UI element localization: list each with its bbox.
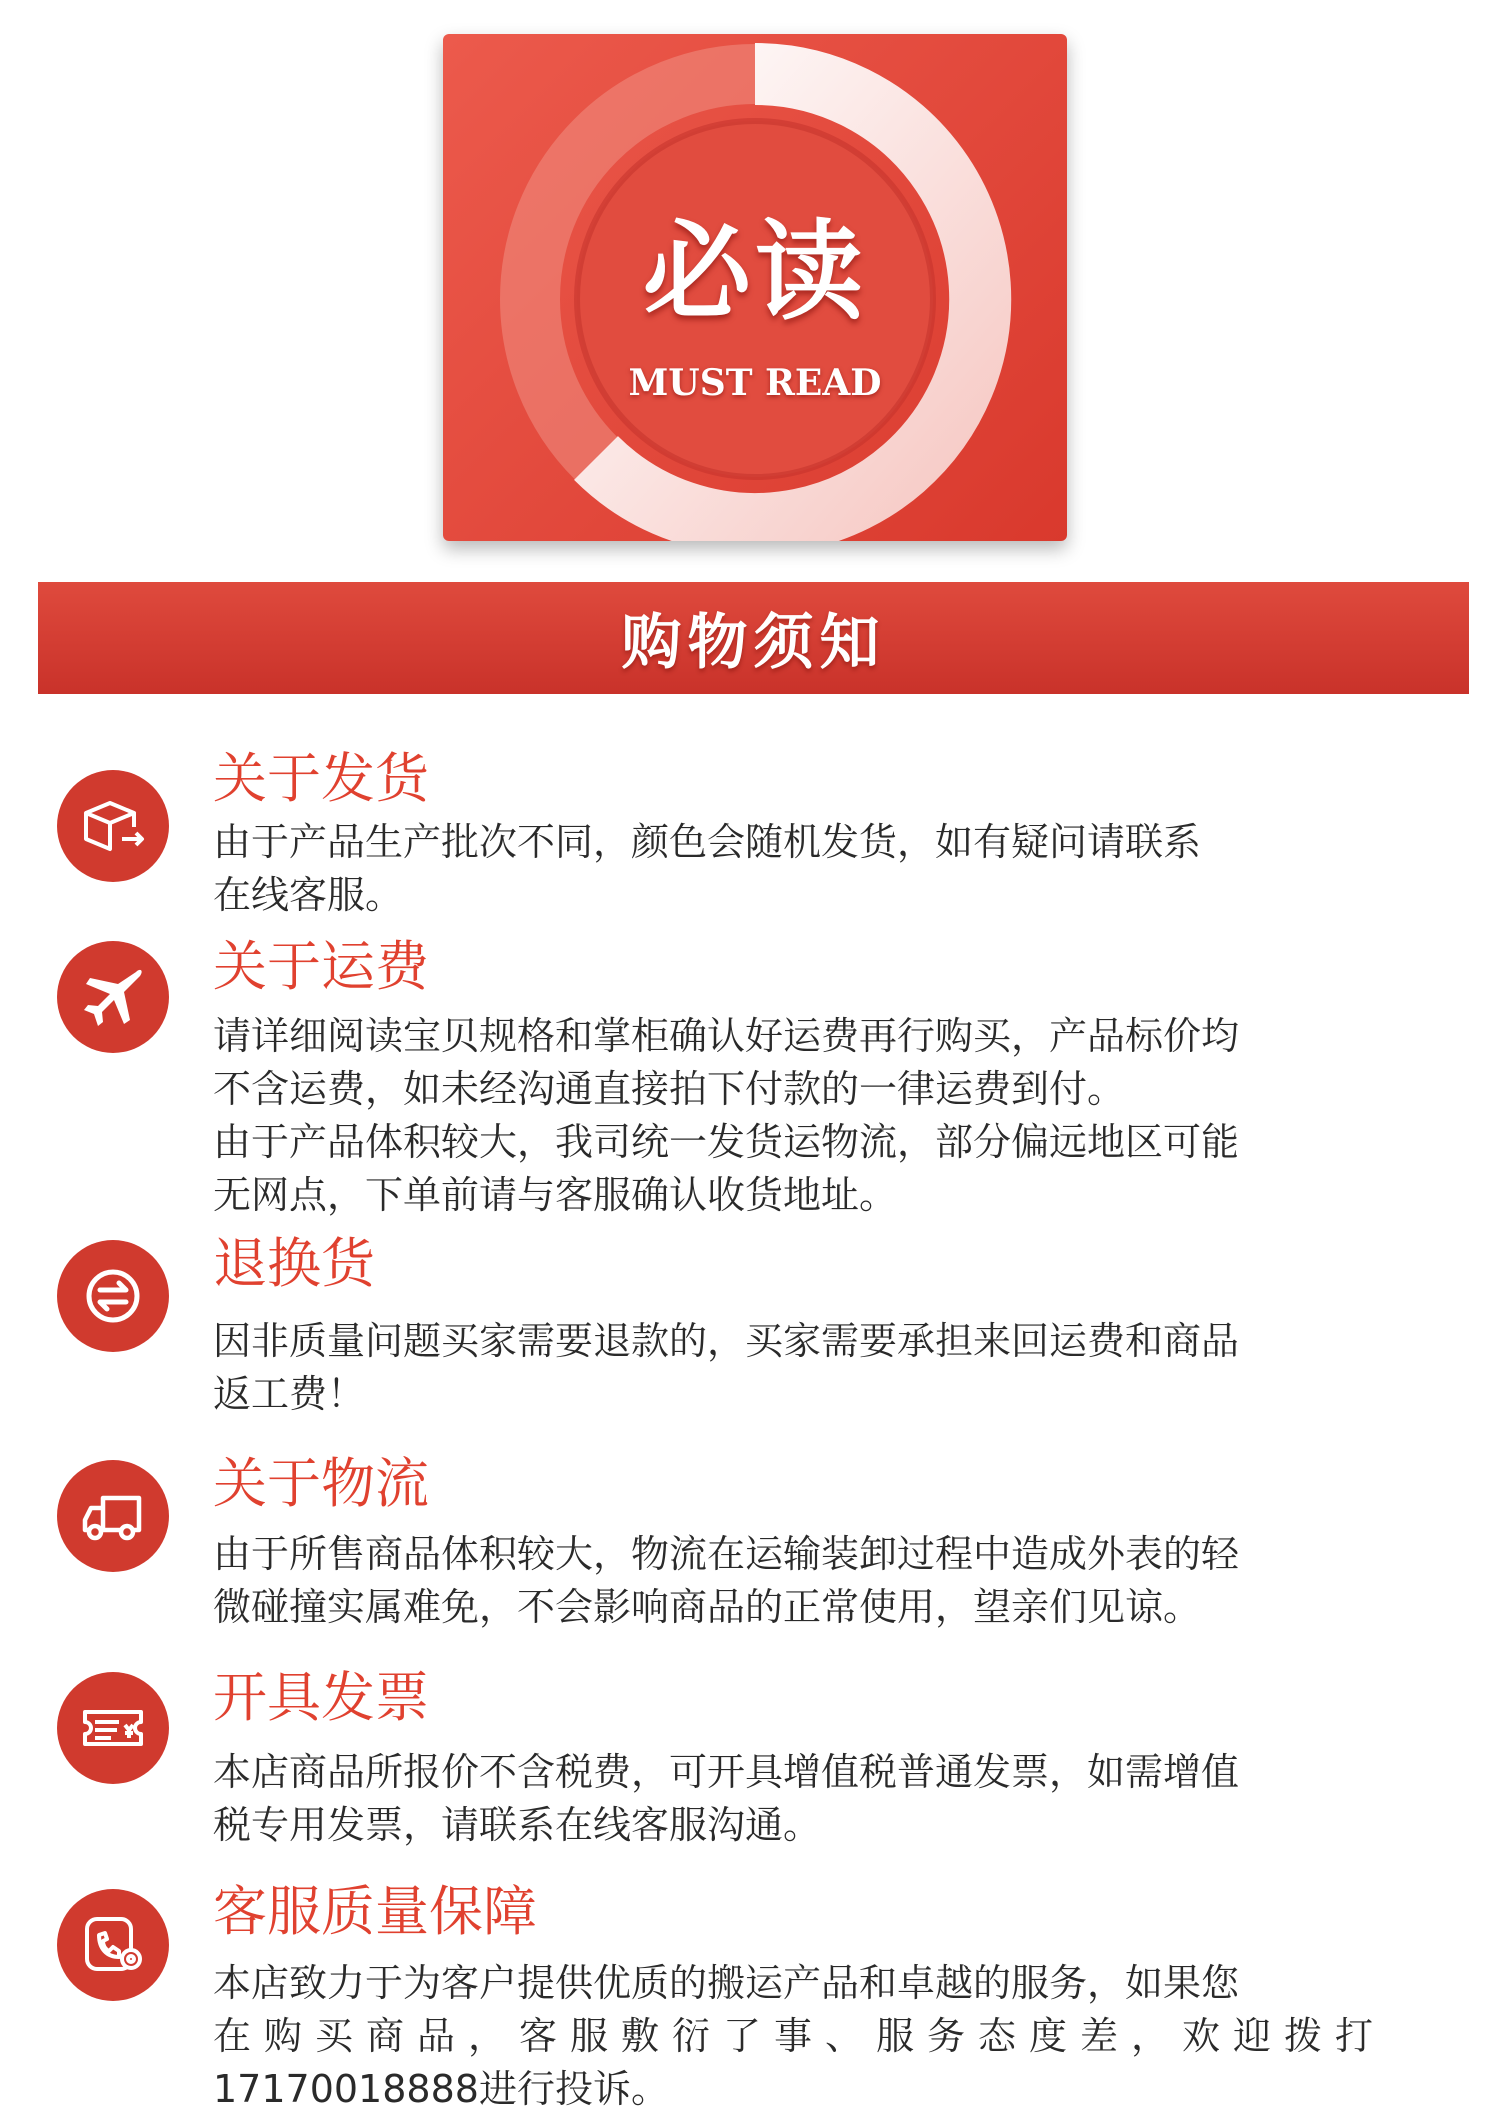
badge-title: 必读 [642,210,867,335]
section-title: 关于发货 [213,747,429,810]
section-body [213,1957,1413,2116]
body-line: 本店致力于为客户提供优质的搬运产品和卓越的服务，如果您 [213,1961,1240,2005]
section-body [213,1315,1413,1421]
must-read-badge [443,34,1067,541]
body-line: 微碰撞实属难免，不会影响商品的正常使用，望亲们见谅。 [213,1585,1202,1629]
section-title: 开具发票 [213,1666,429,1729]
section-body [213,1528,1413,1634]
customer-service-icon [57,1889,169,2001]
body-line: 由于所售商品体积较大，物流在运输装卸过程中造成外表的轻 [213,1532,1240,1576]
body-line: 不含运费，如未经沟通直接拍下付款的一律运费到付。 [213,1067,1126,1111]
badge-subtitle: MUST READ [628,362,882,404]
section-body [213,1746,1413,1852]
section-title: 关于物流 [213,1452,429,1515]
body-line: 因非质量问题买家需要退款的，买家需要承担来回运费和商品 [213,1319,1240,1363]
invoice-icon [57,1672,169,1784]
body-line: 无网点，下单前请与客服确认收货地址。 [213,1173,898,1217]
body-line: 17170018888进行投诉。 [213,2067,669,2111]
section-title: 退换货 [213,1232,375,1295]
section-body [213,816,1413,922]
airplane-icon [57,941,169,1053]
body-line: 请详细阅读宝贝规格和掌柜确认好运费再行购买，产品标价均 [213,1014,1240,1058]
body-line: 由于产品体积较大，我司统一发货运物流，部分偏远地区可能 [213,1120,1240,1164]
return-exchange-icon [57,1240,169,1352]
section-title: 客服质量保障 [213,1880,537,1943]
body-line: 税专用发票，请联系在线客服沟通。 [213,1803,822,1847]
body-line: 由于产品生产批次不同，颜色会随机发货，如有疑问请联系 [213,820,1202,864]
section-body [213,1010,1413,1222]
body-line: 在线客服。 [213,873,404,917]
body-line: 返工费！ [213,1372,366,1416]
section-banner [38,582,1469,694]
section-title: 关于运费 [213,935,429,998]
banner-title: 购物须知 [621,608,886,678]
package-icon [57,770,169,882]
truck-icon [57,1460,169,1572]
body-line: 本店商品所报价不含税费，可开具增值税普通发票，如需增值 [213,1750,1240,1794]
body-line: 在购买商品，客服敷衍了事、服务态度差，欢迎拨打 [213,2014,1387,2058]
